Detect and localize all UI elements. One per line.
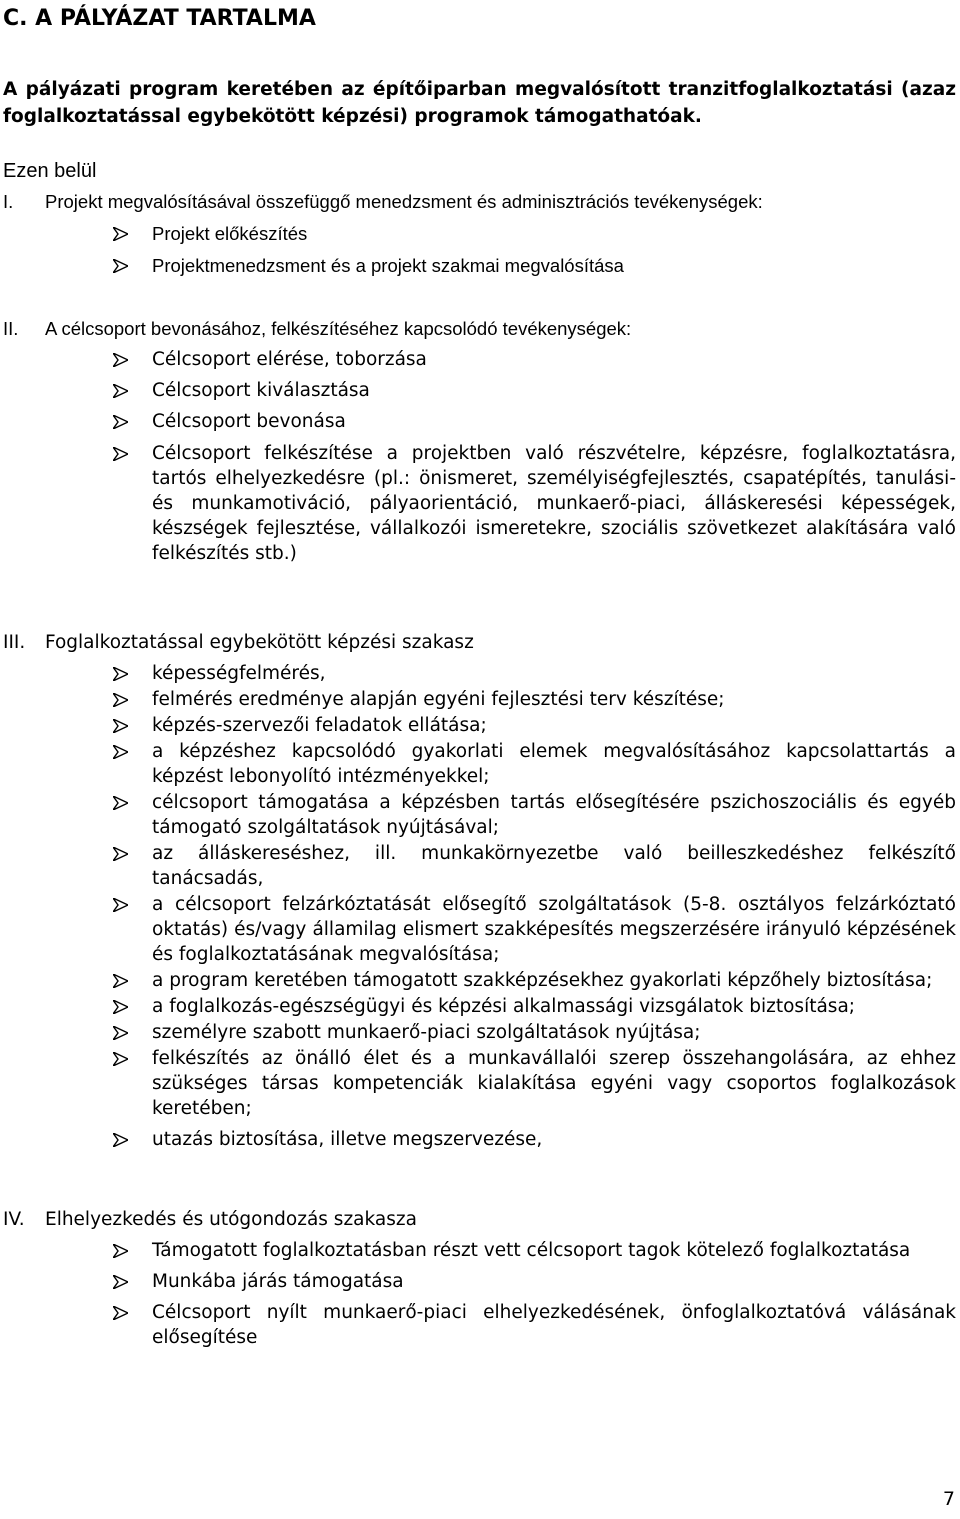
arrow-bullet-icon: [111, 409, 131, 434]
list-item: [111, 1127, 956, 1152]
list-item-text: felmérés eredménye alapján egyéni fejlesztési terv készítése;: [152, 689, 725, 710]
list-item-text: Célcsoport kiválasztása: [152, 380, 370, 401]
list-item-text: Munkába járás támogatása: [152, 1271, 404, 1292]
arrow-bullet-icon: [111, 841, 131, 866]
list-item-text: célcsoport támogatása a képzésben tartás elősegítésére pszichoszociális és egyéb támogató szolgáltatások nyújtásával;: [152, 792, 956, 838]
arrow-bullet-icon: [111, 1269, 131, 1294]
section-heading-3: [3, 630, 474, 655]
list-item: [111, 713, 956, 738]
list-item: [111, 441, 956, 566]
list-item-text: Célcsoport bevonása: [152, 411, 346, 432]
list-item: [111, 790, 956, 840]
list-item-text: Támogatott foglalkoztatásban részt vett célcsoport tagok kötelező foglalkoztatása: [152, 1240, 911, 1261]
arrow-bullet-icon: [111, 253, 131, 278]
page-title: C. A PÁLYÁZAT TARTALMA: [3, 6, 316, 31]
list-item: [111, 968, 956, 993]
section-number: II.: [3, 318, 19, 339]
list-item: [111, 1269, 956, 1294]
list-item: [111, 994, 956, 1019]
section-title: Foglalkoztatással egybekötött képzési szakasz: [45, 632, 474, 653]
arrow-bullet-icon: [111, 1127, 131, 1152]
list-item-text: Projektmenedzsment és a projekt szakmai megvalósítása: [152, 255, 624, 276]
arrow-bullet-icon: [111, 221, 131, 246]
list-item: [111, 739, 956, 789]
list-item-text: Célcsoport elérése, toborzása: [152, 349, 427, 370]
list-item: [111, 1300, 956, 1350]
ezen-belul-text: Ezen belül: [3, 160, 97, 182]
arrow-bullet-icon: [111, 790, 131, 815]
section-heading-4: [3, 1207, 417, 1232]
list-item-text: felkészítés az önálló élet és a munkavállalói szerep összehangolására, az ehhez szükséges társas kompetenciák kialakítása egyéni vagy csoportos foglalkozások keretében;: [152, 1048, 956, 1119]
section-title: Elhelyezkedés és utógondozás szakasza: [45, 1209, 417, 1230]
arrow-bullet-icon: [111, 687, 131, 712]
arrow-bullet-icon: [111, 1046, 131, 1071]
arrow-bullet-icon: [111, 1300, 131, 1325]
list-item-text: Célcsoport nyílt munkaerő-piaci elhelyezkedésének, önfoglalkoztatóvá válásának elősegítése: [152, 1302, 956, 1348]
list-item: [111, 347, 956, 372]
arrow-bullet-icon: [111, 441, 131, 466]
list-item: [111, 841, 956, 891]
list-item-text: utazás biztosítása, illetve megszervezése,: [152, 1129, 543, 1150]
list-item: [111, 1238, 956, 1263]
section-number: IV.: [3, 1209, 25, 1230]
list-item-text: képességfelmérés,: [152, 663, 326, 684]
list-item-text: a program keretében támogatott szakképzésekhez gyakorlati képzőhely biztosítása;: [152, 970, 933, 991]
arrow-bullet-icon: [111, 968, 131, 993]
list-item: [111, 221, 956, 246]
arrow-bullet-icon: [111, 994, 131, 1019]
list-item: [111, 661, 956, 686]
list-item: [111, 409, 956, 434]
list-item: [111, 1020, 956, 1045]
list-item: [111, 253, 956, 278]
bullet-list-4: [111, 1238, 956, 1350]
page-number: 7: [942, 1488, 955, 1510]
list-item-text: Célcsoport felkészítése a projektben való részvételre, képzésre, foglalkoztatásra, tartós elhelyezkedésre (pl.: önismeret, személyiségfejlesztés, csapatépítés, tanulási- és munkamotiváció, pályaorientáció, munkaerő-piaci, álláskeresési képességek, készségek fejlesztése, vállalkozói ismeretekre, szociális szövetkezet alakítására való felkészítés stb.): [152, 443, 956, 564]
arrow-bullet-icon: [111, 378, 131, 403]
list-item-text: a képzéshez kapcsolódó gyakorlati elemek megvalósításához kapcsolattartás a képzést lebonyolító intézményekkel;: [152, 741, 956, 787]
section-number: I.: [3, 191, 14, 212]
arrow-bullet-icon: [111, 1020, 131, 1045]
section-title: A célcsoport bevonásához, felkészítéséhez kapcsolódó tevékenységek:: [45, 318, 632, 339]
list-item-text: a foglalkozás-egészségügyi és képzési alkalmassági vizsgálatok biztosítása;: [152, 996, 856, 1017]
list-item: [111, 378, 956, 403]
bullet-list-3: [111, 661, 956, 1152]
list-item-text: személyre szabott munkaerő-piaci szolgáltatások nyújtása;: [152, 1022, 701, 1043]
section-heading-2: [3, 316, 631, 341]
list-item-text: képzés-szervezői feladatok ellátása;: [152, 715, 487, 736]
section-number: III.: [3, 632, 26, 653]
intro-paragraph: A pályázati program keretében az építőiparban megvalósított tranzitfoglalkoztatási (azaz foglalkoztatással egybekötött képzési) programok támogathatóak.: [3, 79, 956, 127]
section-title: Projekt megvalósításával összefüggő menedzsment és adminisztrációs tevékenységek:: [45, 191, 763, 212]
list-item: [111, 687, 956, 712]
arrow-bullet-icon: [111, 713, 131, 738]
bullet-list-2: [111, 347, 956, 566]
list-item-text: Projekt előkészítés: [152, 223, 308, 244]
list-item-text: az álláskereséshez, ill. munkakörnyezetbe való beilleszkedéshez felkészítő tanácsadás,: [152, 843, 956, 889]
arrow-bullet-icon: [111, 739, 131, 764]
list-item: [111, 892, 956, 967]
bullet-list-1: [111, 221, 956, 278]
arrow-bullet-icon: [111, 892, 131, 917]
arrow-bullet-icon: [111, 661, 131, 686]
arrow-bullet-icon: [111, 1238, 131, 1263]
list-item-text: a célcsoport felzárkóztatását elősegítő szolgáltatások (5-8. osztályos felzárkóztató oktatás) és/vagy államilag elismert szakképesítés megszerzésére irányuló képzésének és foglalkoztatásának megvalósítása;: [152, 894, 956, 965]
arrow-bullet-icon: [111, 347, 131, 372]
list-item: [111, 1046, 956, 1121]
section-heading-1: [3, 189, 763, 214]
